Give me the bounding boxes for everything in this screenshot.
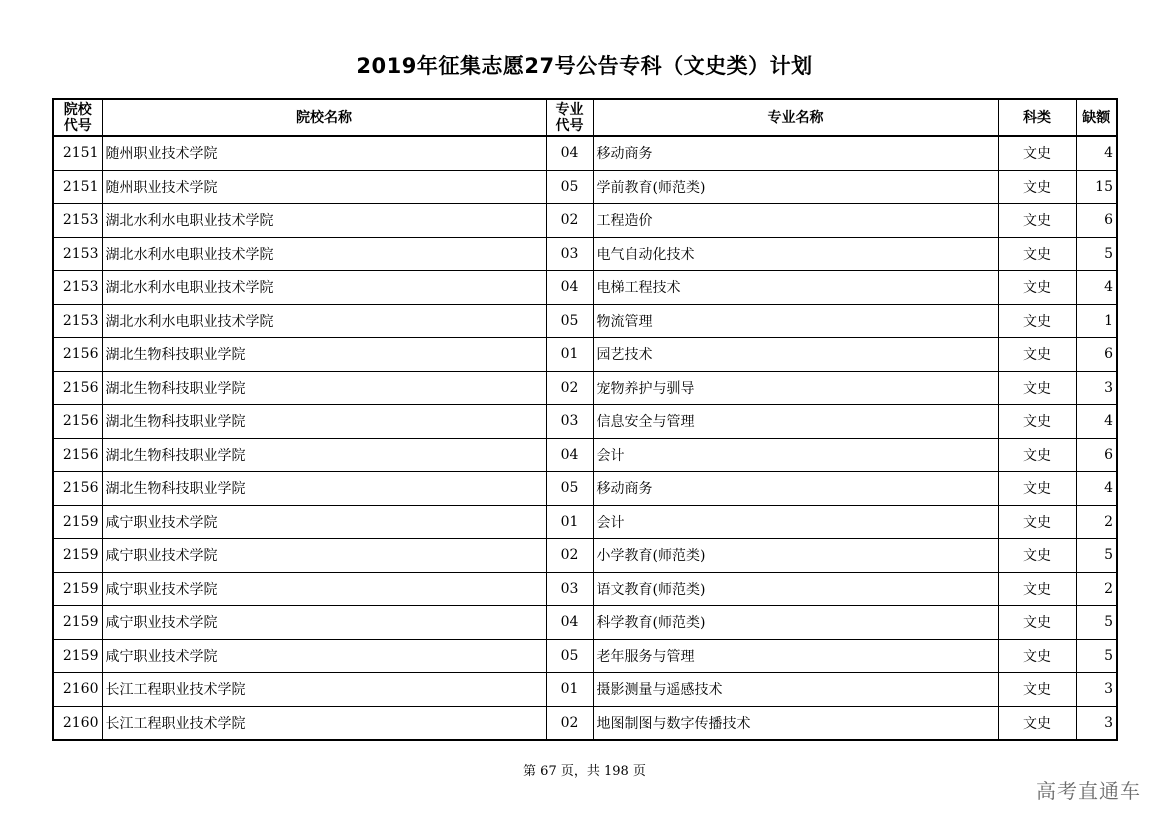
cell-quota: 15: [1076, 170, 1117, 204]
cell-major-name: 地图制图与数字传播技术: [593, 706, 998, 740]
cell-category: 文史: [998, 606, 1076, 640]
cell-major-name: 园艺技术: [593, 338, 998, 372]
cell-quota: 4: [1076, 136, 1117, 170]
cell-school-code: 2151: [53, 170, 102, 204]
cell-quota: 3: [1076, 673, 1117, 707]
cell-major-code: 04: [546, 136, 593, 170]
cell-school-name: 随州职业技术学院: [102, 136, 546, 170]
cell-major-code: 05: [546, 639, 593, 673]
cell-category: 文史: [998, 438, 1076, 472]
cell-major-code: 03: [546, 572, 593, 606]
table-row: [53, 505, 1117, 539]
cell-school-name: 长江工程职业技术学院: [102, 673, 546, 707]
cell-major-code: 01: [546, 505, 593, 539]
cell-school-code: 2156: [53, 472, 102, 506]
header-quota: 缺额: [1076, 99, 1117, 136]
cell-quota: 3: [1076, 706, 1117, 740]
cell-quota: 2: [1076, 572, 1117, 606]
cell-category: 文史: [998, 539, 1076, 573]
cell-category: 文史: [998, 639, 1076, 673]
cell-quota: 1: [1076, 304, 1117, 338]
cell-school-code: 2151: [53, 136, 102, 170]
cell-major-name: 信息安全与管理: [593, 405, 998, 439]
cell-quota: 4: [1076, 405, 1117, 439]
cell-major-code: 04: [546, 606, 593, 640]
cell-category: 文史: [998, 673, 1076, 707]
cell-major-name: 物流管理: [593, 304, 998, 338]
cell-major-code: 01: [546, 673, 593, 707]
cell-quota: 5: [1076, 237, 1117, 271]
table-header-row: [53, 99, 1117, 136]
cell-major-code: 02: [546, 539, 593, 573]
cell-quota: 6: [1076, 204, 1117, 238]
cell-major-name: 电梯工程技术: [593, 271, 998, 305]
watermark: 高考直通车: [1036, 779, 1141, 803]
cell-school-code: 2159: [53, 606, 102, 640]
header-major-name: 专业名称: [593, 99, 998, 136]
cell-category: 文史: [998, 204, 1076, 238]
cell-category: 文史: [998, 271, 1076, 305]
cell-category: 文史: [998, 304, 1076, 338]
cell-school-name: 湖北水利水电职业技术学院: [102, 271, 546, 305]
cell-category: 文史: [998, 405, 1076, 439]
table-row: [53, 136, 1117, 170]
cell-major-code: 01: [546, 338, 593, 372]
cell-school-code: 2160: [53, 673, 102, 707]
cell-quota: 5: [1076, 539, 1117, 573]
cell-major-code: 03: [546, 405, 593, 439]
cell-category: 文史: [998, 706, 1076, 740]
cell-major-name: 工程造价: [593, 204, 998, 238]
cell-major-code: 02: [546, 706, 593, 740]
cell-major-name: 小学教育(师范类): [593, 539, 998, 573]
header-major-code: [546, 99, 593, 136]
table-row: [53, 539, 1117, 573]
cell-school-code: 2159: [53, 572, 102, 606]
cell-school-code: 2153: [53, 204, 102, 238]
cell-quota: 3: [1076, 371, 1117, 405]
cell-school-name: 湖北生物科技职业学院: [102, 438, 546, 472]
cell-major-name: 会计: [593, 438, 998, 472]
header-major-code-line1: 专业: [555, 101, 584, 118]
cell-quota: 5: [1076, 639, 1117, 673]
cell-school-name: 咸宁职业技术学院: [102, 572, 546, 606]
cell-school-code: 2156: [53, 405, 102, 439]
header-school-code: [53, 99, 102, 136]
table-row: [53, 170, 1117, 204]
table-row: [53, 673, 1117, 707]
cell-major-code: 04: [546, 271, 593, 305]
cell-major-name: 科学教育(师范类): [593, 606, 998, 640]
cell-school-code: 2156: [53, 371, 102, 405]
header-school-code-line1: 院校: [63, 101, 92, 118]
table-body: [53, 136, 1117, 740]
cell-major-name: 移动商务: [593, 136, 998, 170]
cell-major-code: 02: [546, 204, 593, 238]
cell-school-name: 湖北生物科技职业学院: [102, 472, 546, 506]
cell-school-code: 2156: [53, 338, 102, 372]
cell-major-name: 语文教育(师范类): [593, 572, 998, 606]
cell-major-code: 05: [546, 170, 593, 204]
table-row: [53, 606, 1117, 640]
cell-major-name: 学前教育(师范类): [593, 170, 998, 204]
cell-school-code: 2153: [53, 271, 102, 305]
cell-school-name: 湖北生物科技职业学院: [102, 338, 546, 372]
table-row: [53, 706, 1117, 740]
table-row: [53, 304, 1117, 338]
table-row: [53, 271, 1117, 305]
cell-major-name: 电气自动化技术: [593, 237, 998, 271]
cell-school-code: 2159: [53, 505, 102, 539]
cell-school-name: 湖北生物科技职业学院: [102, 371, 546, 405]
plan-table: [52, 98, 1118, 741]
cell-quota: 4: [1076, 271, 1117, 305]
cell-major-code: 05: [546, 472, 593, 506]
cell-school-name: 湖北生物科技职业学院: [102, 405, 546, 439]
cell-quota: 4: [1076, 472, 1117, 506]
table-row: [53, 472, 1117, 506]
cell-category: 文史: [998, 472, 1076, 506]
cell-major-code: 04: [546, 438, 593, 472]
cell-major-name: 移动商务: [593, 472, 998, 506]
header-school-name: 院校名称: [102, 99, 546, 136]
cell-category: 文史: [998, 170, 1076, 204]
cell-major-code: 02: [546, 371, 593, 405]
table-row: [53, 338, 1117, 372]
cell-school-code: 2156: [53, 438, 102, 472]
page-title: 2019年征集志愿27号公告专科（文史类）计划: [356, 54, 813, 78]
cell-school-code: 2153: [53, 304, 102, 338]
cell-quota: 2: [1076, 505, 1117, 539]
cell-major-code: 05: [546, 304, 593, 338]
table-row: [53, 237, 1117, 271]
cell-major-name: 宠物养护与驯导: [593, 371, 998, 405]
cell-category: 文史: [998, 505, 1076, 539]
cell-school-code: 2153: [53, 237, 102, 271]
cell-category: 文史: [998, 338, 1076, 372]
header-category: 科类: [998, 99, 1076, 136]
header-school-code-line2: 代号: [63, 117, 92, 134]
table-row: [53, 639, 1117, 673]
cell-school-name: 湖北水利水电职业技术学院: [102, 237, 546, 271]
cell-school-name: 咸宁职业技术学院: [102, 639, 546, 673]
cell-category: 文史: [998, 371, 1076, 405]
cell-school-name: 咸宁职业技术学院: [102, 606, 546, 640]
table-row: [53, 572, 1117, 606]
page-footer: 第 67 页，共 198 页: [523, 764, 646, 779]
cell-quota: 6: [1076, 438, 1117, 472]
table-row: [53, 204, 1117, 238]
cell-major-name: 老年服务与管理: [593, 639, 998, 673]
cell-category: 文史: [998, 136, 1076, 170]
cell-category: 文史: [998, 572, 1076, 606]
cell-major-name: 摄影测量与遥感技术: [593, 673, 998, 707]
table-row: [53, 371, 1117, 405]
cell-quota: 6: [1076, 338, 1117, 372]
table-row: [53, 438, 1117, 472]
cell-school-name: 湖北水利水电职业技术学院: [102, 304, 546, 338]
cell-quota: 5: [1076, 606, 1117, 640]
cell-school-name: 咸宁职业技术学院: [102, 505, 546, 539]
table-row: [53, 405, 1117, 439]
cell-school-code: 2159: [53, 539, 102, 573]
cell-school-code: 2159: [53, 639, 102, 673]
cell-school-name: 长江工程职业技术学院: [102, 706, 546, 740]
cell-major-name: 会计: [593, 505, 998, 539]
header-major-code-line2: 代号: [555, 117, 584, 134]
cell-major-code: 03: [546, 237, 593, 271]
cell-school-name: 咸宁职业技术学院: [102, 539, 546, 573]
cell-school-name: 湖北水利水电职业技术学院: [102, 204, 546, 238]
cell-school-name: 随州职业技术学院: [102, 170, 546, 204]
cell-school-code: 2160: [53, 706, 102, 740]
cell-category: 文史: [998, 237, 1076, 271]
